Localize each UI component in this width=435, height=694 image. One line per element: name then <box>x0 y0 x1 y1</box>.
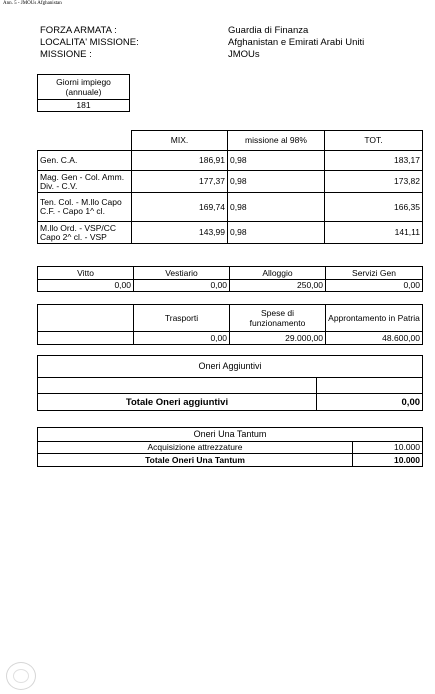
oneri-aggiuntivi-table <box>37 355 423 411</box>
oneri-aggiuntivi-blank <box>38 378 317 394</box>
table-row <box>38 222 423 244</box>
cost-value-approntamento: 48.600,00 <box>326 332 423 345</box>
rate-label: M.llo Ord. - VSP/CC Capo 2^ cl. - VSP <box>38 222 132 244</box>
rates-header-pct: missione al 98% <box>228 131 325 151</box>
costs-table-1 <box>37 266 423 292</box>
rate-label: Gen. C.A. <box>38 151 132 171</box>
cost-header-funzionamento: Spese di funzionamento <box>230 305 326 332</box>
rate-tot: 183,17 <box>325 151 423 171</box>
stamp-mark <box>6 662 36 690</box>
annex-label: Ann. 5 - JMOUs Afghanistan <box>3 1 62 6</box>
localita-value: Afghanistan e Emirati Arabi Uniti <box>228 37 365 48</box>
giorni-title: Giorni impiego (annuale) <box>38 75 130 100</box>
cost-header-servizi: Servizi Gen <box>326 267 423 280</box>
rate-pct: 0,98 <box>228 222 325 244</box>
oneri-aggiuntivi-total-value: 0,00 <box>317 394 423 411</box>
cost-header-vestiario: Vestiario <box>134 267 230 280</box>
rate-mix: 177,37 <box>132 171 228 193</box>
rate-pct: 0,98 <box>228 193 325 222</box>
rate-tot: 173,82 <box>325 171 423 193</box>
costs2-empty-value <box>38 332 134 345</box>
table-row <box>38 171 423 193</box>
rate-label: Ten. Col. - M.llo Capo C.F. - Capo 1^ cl. <box>38 193 132 222</box>
rate-mix: 169,74 <box>132 193 228 222</box>
una-tantum-title: Oneri Una Tantum <box>38 428 423 442</box>
missione-label: MISSIONE : <box>40 49 92 60</box>
rate-mix: 186,91 <box>132 151 228 171</box>
cost-value-alloggio: 250,00 <box>230 280 326 292</box>
rate-label: Mag. Gen - Col. Amm. Div. - C.V. <box>38 171 132 193</box>
giorni-value: 181 <box>38 100 130 112</box>
localita-label: LOCALITA' MISSIONE: <box>40 37 139 48</box>
cost-header-trasporti: Trasporti <box>134 305 230 332</box>
una-tantum-total-label: Totale Oneri Una Tantum <box>38 454 353 467</box>
una-tantum-item-label: Acquisizione attrezzature <box>38 442 353 454</box>
cost-header-alloggio: Alloggio <box>230 267 326 280</box>
rates-table <box>37 130 423 244</box>
rate-tot: 166,35 <box>325 193 423 222</box>
missione-value: JMOUs <box>228 49 260 60</box>
rate-mix: 143,99 <box>132 222 228 244</box>
rates-header-mix: MIX. <box>132 131 228 151</box>
rate-pct: 0,98 <box>228 151 325 171</box>
cost-value-trasporti: 0,00 <box>134 332 230 345</box>
rate-pct: 0,98 <box>228 171 325 193</box>
giorni-impiego-table <box>37 74 130 112</box>
una-tantum-item-value: 10.000 <box>353 442 423 454</box>
oneri-una-tantum-table <box>37 427 423 467</box>
forza-label: FORZA ARMATA : <box>40 25 117 36</box>
oneri-aggiuntivi-total-label: Totale Oneri aggiuntivi <box>38 394 317 411</box>
una-tantum-total-value: 10.000 <box>353 454 423 467</box>
oneri-aggiuntivi-title: Oneri Aggiuntivi <box>38 356 423 378</box>
rate-tot: 141,11 <box>325 222 423 244</box>
costs-table-2 <box>37 304 423 345</box>
cost-header-vitto: Vitto <box>38 267 134 280</box>
table-row <box>38 151 423 171</box>
cost-value-servizi: 0,00 <box>326 280 423 292</box>
cost-value-vitto: 0,00 <box>38 280 134 292</box>
costs2-empty <box>38 305 134 332</box>
rates-header-tot: TOT. <box>325 131 423 151</box>
oneri-aggiuntivi-blank-value <box>317 378 423 394</box>
rates-corner <box>38 131 132 151</box>
cost-header-approntamento: Approntamento in Patria <box>326 305 423 332</box>
cost-value-vestiario: 0,00 <box>134 280 230 292</box>
table-row <box>38 193 423 222</box>
forza-value: Guardia di Finanza <box>228 25 309 36</box>
cost-value-funzionamento: 29.000,00 <box>230 332 326 345</box>
